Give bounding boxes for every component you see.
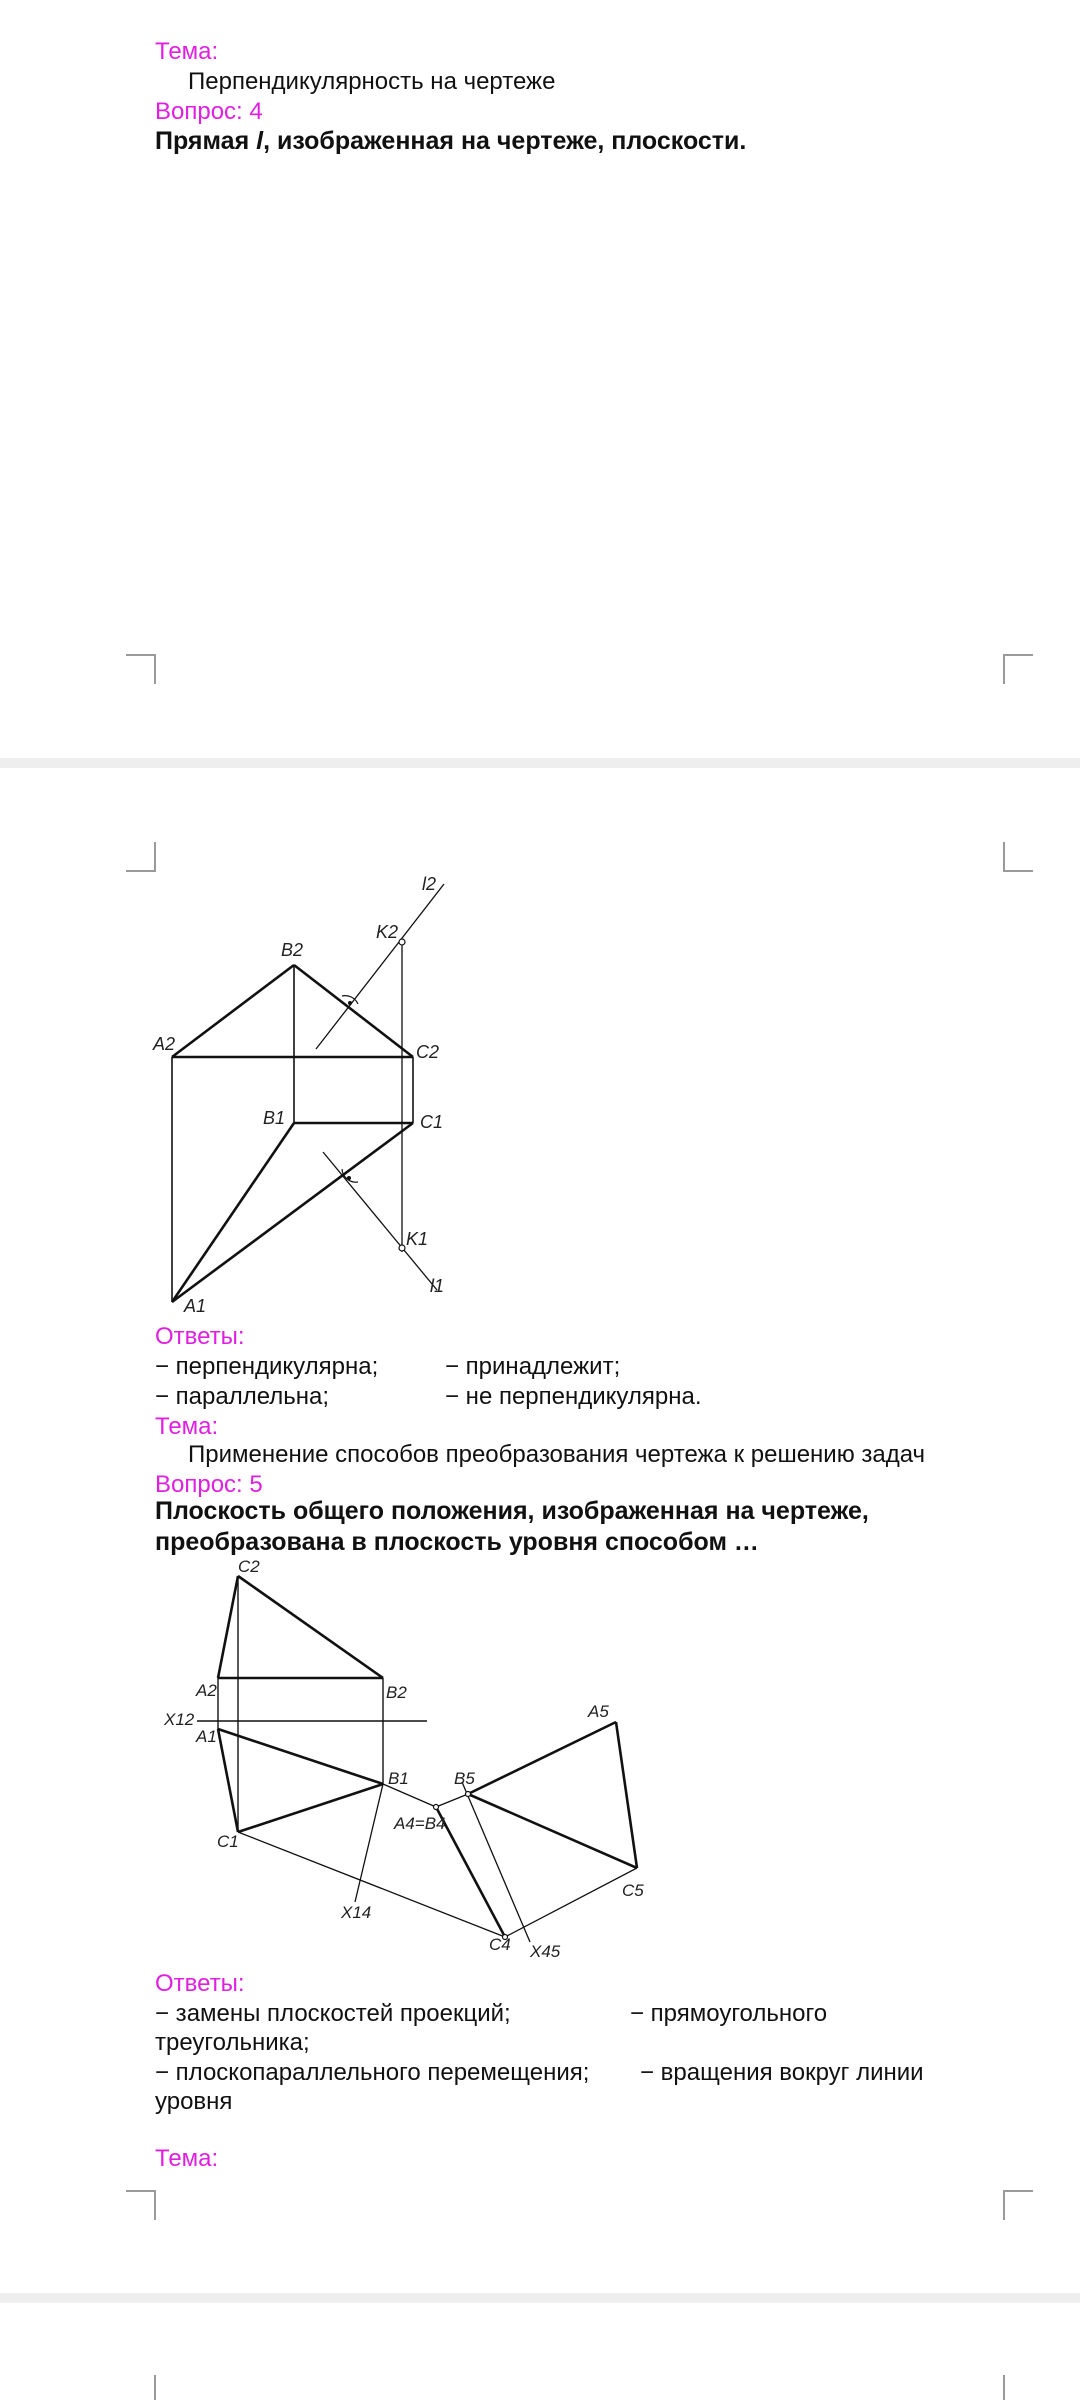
answers-label: Ответы: (155, 1323, 245, 1350)
label-B2: B2 (281, 940, 304, 960)
question-pre: Прямая (155, 127, 257, 155)
label-C4: C4 (489, 1935, 511, 1954)
answers-label: Ответы: (155, 1970, 245, 1997)
page-corner-mark (1003, 2190, 1033, 2220)
question-label: Вопрос: 5 (155, 1471, 263, 1498)
label-X45: X45 (530, 1942, 561, 1961)
label-B1: B1 (263, 1108, 286, 1128)
answer-option[interactable]: − плоскопараллельного перемещения; (155, 2059, 590, 2086)
label-l1: l1 (430, 1276, 445, 1296)
label-B2: B2 (386, 1683, 407, 1702)
label-A2: A2 (153, 1034, 176, 1054)
page-corner-mark (126, 2190, 156, 2220)
label-K1: K1 (406, 1229, 429, 1249)
label-A4B4: A4=B4 (394, 1814, 446, 1833)
label-A5: A5 (588, 1702, 609, 1721)
answer-option[interactable]: − не перпендикулярна. (445, 1383, 702, 1410)
label-B5: B5 (454, 1769, 475, 1788)
question-line: Плоскость общего положения, изображенная на чертеже, (155, 1497, 869, 1525)
topic-text: Перпендикулярность на чертеже (188, 68, 556, 95)
label-l2: l2 (422, 874, 437, 894)
label-A2: A2 (196, 1681, 217, 1700)
label-X14: X14 (341, 1903, 372, 1922)
question-var: l (256, 127, 264, 155)
topic-label: Тема: (155, 1413, 219, 1440)
question-post: , изображенная на чертеже, плоскости. (263, 127, 747, 155)
topic-text: Применение способов преобразования чертежа к решению задач (188, 1441, 926, 1468)
label-C1: C1 (420, 1112, 444, 1132)
answer-option[interactable]: − перпендикулярна; (155, 1353, 379, 1380)
question-label: Вопрос: 4 (155, 98, 263, 125)
answer-option[interactable]: − принадлежит; (445, 1353, 621, 1380)
question-line: преобразована в плоскость уровня способом … (155, 1528, 759, 1556)
label-A1: A1 (184, 1296, 207, 1316)
label-C2: C2 (416, 1042, 440, 1062)
label-K2: K2 (376, 922, 399, 942)
answer-option-continued: треугольника; (155, 2029, 310, 2056)
label-C2: C2 (238, 1557, 260, 1576)
answer-option[interactable]: − замены плоскостей проекций; (155, 2000, 511, 2027)
label-C5: C5 (622, 1881, 644, 1900)
topic-label: Тема: (155, 38, 219, 65)
label-X12: X12 (164, 1710, 195, 1729)
label-A1: A1 (196, 1727, 217, 1746)
answer-option[interactable]: − прямоугольного (630, 2000, 828, 2027)
page-corner-mark (154, 2375, 156, 2400)
answer-option-continued: уровня (155, 2088, 233, 2115)
answer-option[interactable]: − вращения вокруг линии (640, 2059, 924, 2086)
topic-label: Тема: (155, 2145, 219, 2172)
page-corner-mark (1003, 2375, 1005, 2400)
label-B1: B1 (388, 1769, 409, 1788)
label-C1: C1 (217, 1832, 239, 1851)
answer-option[interactable]: − параллельна; (155, 1383, 330, 1410)
page-separator (0, 2293, 1080, 2303)
page-3 (0, 2303, 1080, 2400)
